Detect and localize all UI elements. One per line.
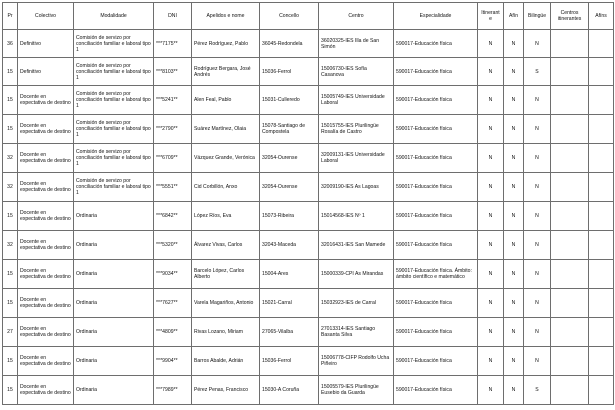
cell-concello: 32043-Maceda xyxy=(260,231,319,260)
cell-pr: 15 xyxy=(3,86,18,115)
cell-especialidade: 590017-Educación física xyxy=(394,30,478,58)
cell-colectivo: Docente en expectativa de destino xyxy=(18,202,74,231)
cell-concello: 15031-Culleredo xyxy=(260,86,319,115)
cell-colectivo: Definitivo xyxy=(18,30,74,58)
cell-especialidade: 590017-Educación física xyxy=(394,318,478,347)
cell-concello: 15036-Ferrol xyxy=(260,347,319,376)
table-row xyxy=(3,86,614,115)
cell-modalidade: Ordinaria xyxy=(74,376,154,405)
cell-afin: N xyxy=(504,115,524,144)
cell-itinerante: N xyxy=(478,173,504,202)
cell-especialidade: 590017-Educación física xyxy=(394,231,478,260)
cell-dni: ***5551** xyxy=(154,173,192,202)
cell-centros-itinerantes xyxy=(551,347,589,376)
cell-afins xyxy=(589,202,614,231)
table-row xyxy=(3,173,614,202)
cell-dni: ***7175** xyxy=(154,30,192,58)
cell-bilingue: N xyxy=(524,289,551,318)
cell-pr: 15 xyxy=(3,58,18,86)
document-page xyxy=(2,2,613,405)
cell-modalidade: Ordinaria xyxy=(74,347,154,376)
cell-afins xyxy=(589,231,614,260)
cell-nome: Alen Feal, Pablo xyxy=(192,86,260,115)
cell-centros-itinerantes xyxy=(551,115,589,144)
cell-itinerante: N xyxy=(478,144,504,173)
cell-nome: Cid Corbillón, Anxo xyxy=(192,173,260,202)
cell-colectivo: Docente en expectativa de destino xyxy=(18,347,74,376)
cell-especialidade: 590017-Educación física xyxy=(394,376,478,405)
cell-bilingue: N xyxy=(524,260,551,289)
cell-colectivo: Docente en expectativa de destino xyxy=(18,231,74,260)
cell-afins xyxy=(589,347,614,376)
cell-especialidade: 590017-Educación física. Ámbito: ámbito científico e matemático xyxy=(394,260,478,289)
cell-modalidade: Comisión de servizo por conciliación familiar e laboral tipo 1 xyxy=(74,144,154,173)
cell-pr: 15 xyxy=(3,260,18,289)
assignments-table xyxy=(2,2,614,405)
cell-especialidade: 590017-Educación física xyxy=(394,173,478,202)
cell-dni: ***5320** xyxy=(154,231,192,260)
cell-nome: Rodríguez Bergara, José Andrés xyxy=(192,58,260,86)
cell-afins xyxy=(589,289,614,318)
cell-afin: N xyxy=(504,318,524,347)
cell-bilingue: N xyxy=(524,202,551,231)
cell-bilingue: N xyxy=(524,173,551,202)
cell-itinerante: N xyxy=(478,58,504,86)
cell-afin: N xyxy=(504,289,524,318)
cell-modalidade: Ordinaria xyxy=(74,318,154,347)
cell-nome: Rivas Lozano, Miriam xyxy=(192,318,260,347)
cell-concello: 15030-A Coruña xyxy=(260,376,319,405)
cell-colectivo: Docente en expectativa de destino xyxy=(18,173,74,202)
cell-itinerante: N xyxy=(478,30,504,58)
cell-afins xyxy=(589,58,614,86)
cell-modalidade: Comisión de servizo por conciliación familiar e laboral tipo 1 xyxy=(74,58,154,86)
cell-colectivo: Docente en expectativa de destino xyxy=(18,115,74,144)
cell-afins xyxy=(589,376,614,405)
cell-pr: 36 xyxy=(3,30,18,58)
cell-colectivo: Docente en expectativa de destino xyxy=(18,376,74,405)
header-centros-itinerantes: Centros itinerantes xyxy=(551,3,589,30)
cell-modalidade: Ordinaria xyxy=(74,231,154,260)
cell-itinerante: N xyxy=(478,202,504,231)
cell-centro: 15032923-IES de Carral xyxy=(319,289,394,318)
cell-centros-itinerantes xyxy=(551,376,589,405)
cell-concello: 36045-Redondela xyxy=(260,30,319,58)
cell-afins xyxy=(589,260,614,289)
cell-especialidade: 590017-Educación física xyxy=(394,289,478,318)
table-row xyxy=(3,115,614,144)
cell-itinerante: N xyxy=(478,260,504,289)
header-concello: Concello xyxy=(260,3,319,30)
cell-pr: 15 xyxy=(3,202,18,231)
cell-modalidade: Ordinaria xyxy=(74,260,154,289)
cell-centros-itinerantes xyxy=(551,202,589,231)
table-row xyxy=(3,30,614,58)
cell-especialidade: 590017-Educación física xyxy=(394,115,478,144)
cell-bilingue: N xyxy=(524,318,551,347)
cell-nome: Vázquez Grande, Verónica xyxy=(192,144,260,173)
cell-colectivo: Docente en expectativa de destino xyxy=(18,289,74,318)
cell-nome: Álvarez Vivas, Carlos xyxy=(192,231,260,260)
header-pr: Pr xyxy=(3,3,18,30)
cell-afins xyxy=(589,144,614,173)
cell-afin: N xyxy=(504,260,524,289)
cell-centro: 27013314-IES Santiago Basanta Silva xyxy=(319,318,394,347)
cell-centro: 32009190-IES As Lagoas xyxy=(319,173,394,202)
table-row xyxy=(3,260,614,289)
cell-pr: 32 xyxy=(3,144,18,173)
cell-centros-itinerantes xyxy=(551,144,589,173)
cell-itinerante: N xyxy=(478,347,504,376)
cell-afins xyxy=(589,86,614,115)
table-body xyxy=(3,30,614,405)
cell-colectivo: Docente en expectativa de destino xyxy=(18,86,74,115)
cell-centro: 15005579-IES Plurilingüe Eusebio da Guarda xyxy=(319,376,394,405)
cell-centros-itinerantes xyxy=(551,58,589,86)
header-modalidade: Modalidade xyxy=(74,3,154,30)
cell-centros-itinerantes xyxy=(551,86,589,115)
cell-nome: Varela Magariños, Antonio xyxy=(192,289,260,318)
cell-colectivo: Docente en expectativa de destino xyxy=(18,260,74,289)
cell-pr: 27 xyxy=(3,318,18,347)
cell-dni: ***7627** xyxy=(154,289,192,318)
cell-centro: 15014568-IES Nº 1 xyxy=(319,202,394,231)
header-bilingue: Bilingüe xyxy=(524,3,551,30)
header-afin: Afín xyxy=(504,3,524,30)
cell-colectivo: Definitivo xyxy=(18,58,74,86)
cell-dni: ***8103** xyxy=(154,58,192,86)
cell-centro: 32016431-IES San Mamede xyxy=(319,231,394,260)
cell-centro: 15005749-IES Universidade Laboral xyxy=(319,86,394,115)
cell-itinerante: N xyxy=(478,376,504,405)
cell-centro: 15006730-IES Sofía Casanova xyxy=(319,58,394,86)
cell-dni: ***9904** xyxy=(154,347,192,376)
cell-dni: ***9034** xyxy=(154,260,192,289)
cell-centros-itinerantes xyxy=(551,173,589,202)
cell-concello: 15078-Santiago de Compostela xyxy=(260,115,319,144)
cell-centro: 36020325-IES Illa de San Simón xyxy=(319,30,394,58)
table-row xyxy=(3,202,614,231)
cell-afin: N xyxy=(504,231,524,260)
cell-itinerante: N xyxy=(478,115,504,144)
cell-concello: 32054-Ourense xyxy=(260,173,319,202)
header-apelidos-nome: Apelidos e nome xyxy=(192,3,260,30)
cell-dni: ***5241** xyxy=(154,86,192,115)
cell-concello: 32054-Ourense xyxy=(260,144,319,173)
cell-nome: Barcelo López, Carlos Alberto xyxy=(192,260,260,289)
cell-concello: 15073-Ribeira xyxy=(260,202,319,231)
cell-especialidade: 590017-Educación física xyxy=(394,144,478,173)
cell-itinerante: N xyxy=(478,289,504,318)
cell-centros-itinerantes xyxy=(551,289,589,318)
cell-itinerante: N xyxy=(478,231,504,260)
cell-bilingue: N xyxy=(524,347,551,376)
cell-concello: 15036-Ferrol xyxy=(260,58,319,86)
cell-pr: 15 xyxy=(3,347,18,376)
header-colectivo: Colectivo xyxy=(18,3,74,30)
cell-modalidade: Ordinaria xyxy=(74,289,154,318)
header-itinerante: Itinerante xyxy=(478,3,504,30)
cell-afins xyxy=(589,30,614,58)
table-row xyxy=(3,376,614,405)
header-afins: Afíns xyxy=(589,3,614,30)
cell-bilingue: N xyxy=(524,115,551,144)
cell-afin: N xyxy=(504,173,524,202)
cell-bilingue: N xyxy=(524,86,551,115)
cell-afin: N xyxy=(504,347,524,376)
cell-colectivo: Docente en expectativa de destino xyxy=(18,318,74,347)
cell-itinerante: N xyxy=(478,86,504,115)
cell-especialidade: 590017-Educación física xyxy=(394,202,478,231)
cell-itinerante: N xyxy=(478,318,504,347)
header-row xyxy=(3,3,614,30)
cell-centro: 15015755-IES Plurilingüe Rosalía de Castro xyxy=(319,115,394,144)
cell-modalidade: Ordinaria xyxy=(74,202,154,231)
cell-dni: ***2790** xyxy=(154,115,192,144)
cell-modalidade: Comisión de servizo por conciliación familiar e laboral tipo 1 xyxy=(74,30,154,58)
table-row xyxy=(3,58,614,86)
table-row xyxy=(3,318,614,347)
cell-pr: 15 xyxy=(3,376,18,405)
cell-modalidade: Comisión de servizo por conciliación familiar e laboral tipo 1 xyxy=(74,115,154,144)
cell-centro: 32009131-IES Universidade Laboral xyxy=(319,144,394,173)
cell-nome: Pérez Penas, Francisco xyxy=(192,376,260,405)
cell-bilingue: N xyxy=(524,144,551,173)
cell-centros-itinerantes xyxy=(551,260,589,289)
cell-afins xyxy=(589,173,614,202)
cell-afin: N xyxy=(504,376,524,405)
table-row xyxy=(3,231,614,260)
cell-centro: 15006778-CIFP Rodolfo Ucha Piñeiro xyxy=(319,347,394,376)
cell-bilingue: N xyxy=(524,30,551,58)
cell-afins xyxy=(589,115,614,144)
header-especialidade: Especialidade xyxy=(394,3,478,30)
header-centro: Centro xyxy=(319,3,394,30)
table-row xyxy=(3,347,614,376)
table-header xyxy=(3,3,614,30)
cell-nome: Barros Abalde, Adrián xyxy=(192,347,260,376)
header-dni: DNI xyxy=(154,3,192,30)
cell-dni: ***7989** xyxy=(154,376,192,405)
cell-concello: 27065-Vilalba xyxy=(260,318,319,347)
cell-pr: 15 xyxy=(3,289,18,318)
cell-especialidade: 590017-Educación física xyxy=(394,58,478,86)
cell-nome: Suárez Martínez, Olaia xyxy=(192,115,260,144)
cell-bilingue: S xyxy=(524,58,551,86)
cell-nome: López Ríos, Eva xyxy=(192,202,260,231)
cell-especialidade: 590017-Educación física xyxy=(394,347,478,376)
cell-afin: N xyxy=(504,30,524,58)
cell-pr: 15 xyxy=(3,115,18,144)
cell-centro: 15000339-CPI As Mirandas xyxy=(319,260,394,289)
cell-concello: 15021-Carral xyxy=(260,289,319,318)
cell-afin: N xyxy=(504,58,524,86)
cell-nome: Pérez Rodríguez, Pablo xyxy=(192,30,260,58)
cell-dni: ***6842** xyxy=(154,202,192,231)
cell-afin: N xyxy=(504,202,524,231)
cell-afin: N xyxy=(504,144,524,173)
cell-centros-itinerantes xyxy=(551,318,589,347)
cell-dni: ***6709** xyxy=(154,144,192,173)
cell-pr: 32 xyxy=(3,173,18,202)
cell-afin: N xyxy=(504,86,524,115)
cell-centros-itinerantes xyxy=(551,231,589,260)
cell-bilingue: N xyxy=(524,231,551,260)
cell-modalidade: Comisión de servizo por conciliación familiar e laboral tipo 1 xyxy=(74,86,154,115)
cell-dni: ***4809** xyxy=(154,318,192,347)
cell-modalidade: Comisión de servizo por conciliación familiar e laboral tipo 1 xyxy=(74,173,154,202)
cell-especialidade: 590017-Educación física xyxy=(394,86,478,115)
table-row xyxy=(3,289,614,318)
cell-pr: 32 xyxy=(3,231,18,260)
cell-colectivo: Docente en expectativa de destino xyxy=(18,144,74,173)
table-row xyxy=(3,144,614,173)
cell-centros-itinerantes xyxy=(551,30,589,58)
cell-concello: 15004-Ares xyxy=(260,260,319,289)
cell-afins xyxy=(589,318,614,347)
cell-bilingue: S xyxy=(524,376,551,405)
